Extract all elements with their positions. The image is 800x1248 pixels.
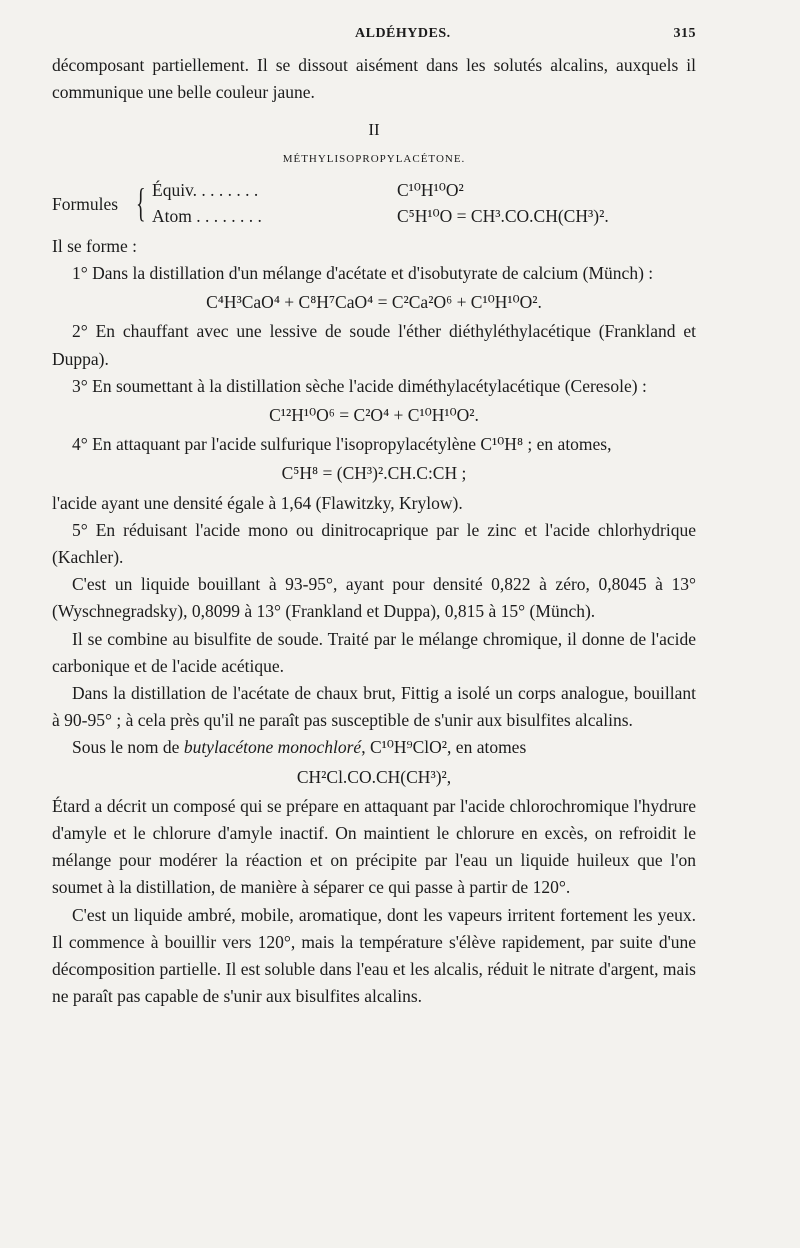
paragraph-etard: Étard a décrit un composé qui se prépare en attaquant par l'acide chlorochromique l'hydrure d'amyle et le chlorure d'amyle inactif. On maintient le chlorure en excès, on refroidit le mélange pour modérer la réaction et on précipite par l'eau un liquide huileux que l'on soumet à la distillation, de manière à séparer ce qui passe à partir de 120°. (52, 795, 696, 898)
paragraph-method-4: 4° En attaquant par l'acide sulfurique l'isopropylacétylène C¹⁰H⁸ ; en atomes, (72, 434, 612, 455)
equation-2: C¹²H¹⁰O⁶ = C²O⁴ + C¹⁰H¹⁰O². (269, 405, 479, 426)
equation-1: C⁴H³CaO⁴ + C⁸H⁷CaO⁴ = C²Ca²O⁶ + C¹⁰H¹⁰O². (206, 292, 542, 313)
formulas-label: Formules (52, 193, 119, 214)
paragraph-intro: décomposant partiellement. Il se dissout aisément dans les solutés alcalins, auxquels il communique une belle couleur jaune. (52, 55, 696, 103)
paragraph-method-1: 1° Dans la distillation d'un mélange d'acétate et d'isobutyrate de calcium (Münch) : (72, 263, 654, 284)
running-header (0, 20, 800, 50)
paragraph-properties: C'est un liquide bouillant à 93-95°, ayant pour densité 0,822 à zéro, 0,8045 à 13° (Wyschnegradsky), 0,8099 à 13° (Frankland et Duppa), 0,815 à 15° (Münch). (52, 574, 696, 622)
paragraph-method-5: 5° En réduisant l'acide mono ou dinitrocaprique par le zinc et l'acide chlorhydrique (Kachler). (52, 519, 696, 568)
formula-atom-label: Atom . . . . . . . . (152, 205, 262, 226)
page-body (52, 52, 696, 1011)
formula-atom-row (152, 203, 609, 230)
equation-3: C⁵H⁸ = (CH³)².CH.C:CH ; (281, 463, 467, 484)
formula-atom-value: C⁵H¹⁰O = CH³.CO.CH(CH³)². (397, 205, 609, 226)
paragraph-method-3: 3° En soumettant à la distillation sèche l'acide diméthylacétylacétique (Ceresole) : (72, 375, 647, 396)
section-title: MÉTHYLISOPROPYLACÉTONE. (282, 152, 466, 165)
paragraph-method-4-cont: l'acide ayant une densité égale à 1,64 (Flawitzky, Krylow). (52, 492, 463, 513)
page-number: 315 (673, 26, 696, 41)
paragraph-bisulfite: Il se combine au bisulfite de soude. Traité par le mélange chromique, il donne de l'acide carbonique et de l'acide acétique. (52, 628, 696, 676)
formula-equiv-label: Équiv. . . . . . . . (152, 179, 259, 200)
formula-equiv-value: C¹⁰H¹⁰O² (397, 179, 464, 200)
brace-glyph: { (136, 179, 146, 225)
butylacetone-pre: Sous le nom de (72, 737, 184, 758)
paragraph-forme: Il se forme : (52, 235, 138, 256)
paragraph-final: C'est un liquide ambré, mobile, aromatique, dont les vapeurs irritent fortement les yeux. Il commence à bouillir vers 120°, mais la température s'élève rapidement, par suite d'une décomposition partielle. Il est soluble dans l'eau et les alcalis, réduit le nitrate d'argent, mais ne paraît pas capable de s'unir aux bisulfites alcalins. (52, 904, 696, 1007)
paragraph-method-2: 2° En chauffant avec une lessive de soude l'éther diéthyléthylacétique (Frankland et Duppa). (52, 321, 696, 369)
section-number: II (368, 120, 380, 140)
equation-4: CH²Cl.CO.CH(CH³)², (296, 766, 452, 787)
running-title: ALDÉHYDES. (355, 26, 451, 41)
formulas-block (52, 177, 696, 233)
butylacetone-post: , C¹⁰H⁹ClO², en atomes (361, 737, 527, 758)
formula-equiv-row (152, 177, 464, 204)
butylacetone-name: butylacétone monochloré (183, 737, 362, 758)
paragraph-butylacetone (52, 734, 696, 761)
paragraph-fittig: Dans la distillation de l'acétate de chaux brut, Fittig a isolé un corps analogue, bouillant à 90-95° ; à cela près qu'il ne paraît pas susceptible de s'unir aux bisulfites alcalins. (52, 683, 696, 731)
